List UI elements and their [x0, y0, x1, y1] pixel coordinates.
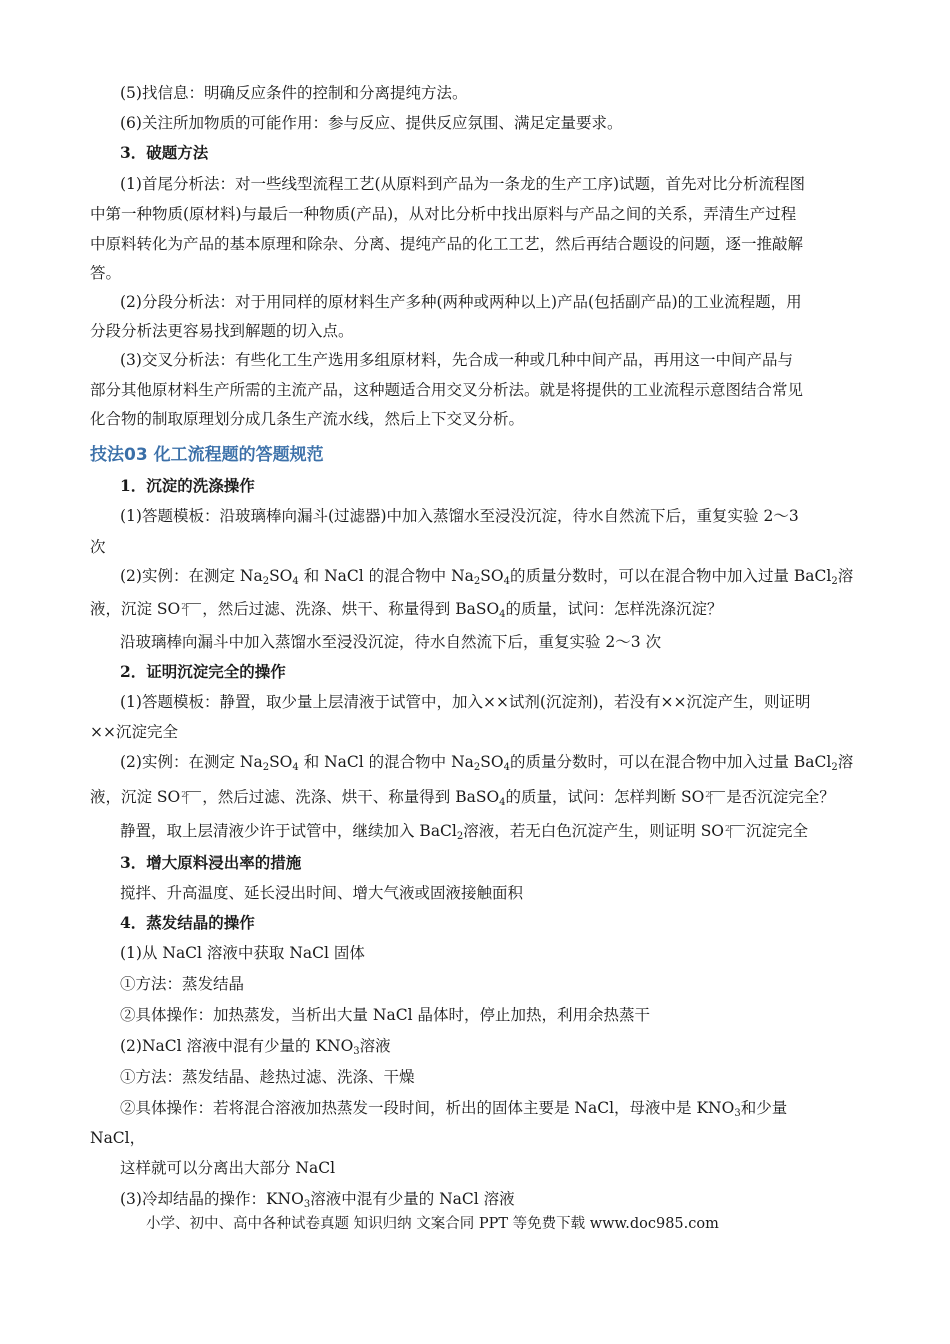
text-line: (3)冷却结晶的操作：$KNO_3$溶液中混有少量的 NaCl 溶液: [120, 1190, 515, 1210]
text-line: ②具体操作：加热蒸发，当析出大量 NaCl 晶体时，停止加热，利用余热蒸干: [120, 1006, 650, 1024]
text-line: 搅拌、升高温度、延长浸出时间、增大气液或固液接触面积: [120, 884, 524, 902]
text-line: (2)NaCl 溶液中混有少量的 $KNO_3$溶液: [120, 1037, 391, 1057]
text-line: 中第一种物质(原材料)与最后一种物质(产品)，从对比分析中找出原料与产品之间的关系，弄清生产过程: [90, 205, 797, 223]
text-line: (2)实例：在测定 $Na_2SO_4$ 和 NaCl 的混合物中 $Na_2SO_4$的质量分数时，可以在混合物中加入过量 BaCl$_2$溶: [120, 753, 854, 773]
text-line: NaCl，: [90, 1129, 146, 1147]
sulfate-ion-charge: 2-: [180, 601, 202, 615]
subsection-heading: 4．蒸发结晶的操作: [120, 913, 255, 932]
sulfate-ion-charge: 2-: [724, 823, 746, 837]
text-line: (2)分段分析法：对于用同样的原材料生产多种(两种或两种以上)产品(包括副产品)的工业流程题，用: [120, 293, 802, 311]
text-line: 中原料转化为产品的基本原理和除杂、分离、提纯产品的化工工艺，然后再结合题设的问题，逐一推敲解: [90, 235, 804, 253]
text-line: (6)关注所加物质的可能作用：参与反应、提供反应氛围、满足定量要求。: [120, 114, 623, 132]
text-line: ①方法：蒸发结晶: [120, 975, 245, 993]
subsection-heading: 3．增大原料浸出率的措施: [120, 853, 302, 872]
text-line: ××沉淀完全: [90, 723, 178, 741]
text-line: 液，沉淀 SO 2- ，然后过滤、洗涤、烘干、称量得到 BaSO$_4$的质量，试问：怎样洗涤沉淀？: [90, 600, 723, 620]
text-line: (1)答题模板：沿玻璃棒向漏斗(过滤器)中加入蒸馏水至浸没沉淀，待水自然流下后，重复实验 2～3: [120, 507, 799, 525]
text-line: 液，沉淀 SO 2- ，然后过滤、洗涤、烘干、称量得到 BaSO$_4$的质量，试问：怎样判断 SO 2- 是否沉淀完全？: [90, 788, 835, 808]
text-line: 分段分析法更容易找到解题的切入点。: [90, 322, 354, 340]
sulfate-ion-charge: 2-: [704, 789, 726, 803]
text-line: 部分其他原材料生产所需的主流产品，这种题适合用交叉分析法。就是将提供的工业流程示意图结合常见: [90, 381, 804, 399]
text-line: (1)首尾分析法：对一些线型流程工艺(从原料到产品为一条龙的生产工序)试题，首先对比分析流程图: [120, 175, 806, 193]
text-line: (3)交叉分析法：有些化工生产选用多组原材料，先合成一种或几种中间产品，再用这一中间产品与: [120, 351, 793, 369]
text-line: (5)找信息：明确反应条件的控制和分离提纯方法。: [120, 84, 468, 102]
text-line: 静置，取上层清液少许于试管中，继续加入 BaCl$_2$溶液，若无白色沉淀产生，则证明 SO 2- 沉淀完全: [120, 822, 809, 842]
text-line: 沿玻璃棒向漏斗中加入蒸馏水至浸没沉淀，待水自然流下后，重复实验 2～3 次: [120, 633, 662, 651]
text-line: (1)答题模板：静置，取少量上层清液于试管中，加入××试剂(沉淀剂)，若没有××沉淀产生，则证明: [120, 693, 811, 711]
subsection-heading: 1．沉淀的洗涤操作: [120, 476, 255, 495]
text-line: (1)从 NaCl 溶液中获取 NaCl 固体: [120, 944, 365, 962]
text-line: ②具体操作：若将混合溶液加热蒸发一段时间，析出的固体主要是 NaCl，母液中是 $KNO_3$和少量: [120, 1099, 788, 1119]
section-heading: 3．破题方法: [120, 143, 209, 162]
text-line: 次: [90, 538, 106, 556]
text-line: 答。: [90, 264, 122, 282]
text-line: ①方法：蒸发结晶、趁热过滤、洗涤、干燥: [120, 1068, 415, 1086]
section-title: 技法03 化工流程题的答题规范: [90, 445, 324, 465]
page-footer: 小学、初中、高中各种试卷真题 知识归纳 文案合同 PPT 等免费下载 www.doc985.com: [146, 1216, 719, 1232]
text-line: 化合物的制取原理划分成几条生产流水线，然后上下交叉分析。: [90, 410, 525, 428]
subsection-heading: 2．证明沉淀完全的操作: [120, 662, 286, 681]
text-line: (2)实例：在测定 $Na_2SO_4$ 和 NaCl 的混合物中 $Na_2SO_4$的质量分数时，可以在混合物中加入过量 BaCl$_2$溶: [120, 567, 854, 587]
sulfate-ion-charge: 2-: [180, 789, 202, 803]
text-line: 这样就可以分离出大部分 NaCl: [120, 1159, 336, 1177]
